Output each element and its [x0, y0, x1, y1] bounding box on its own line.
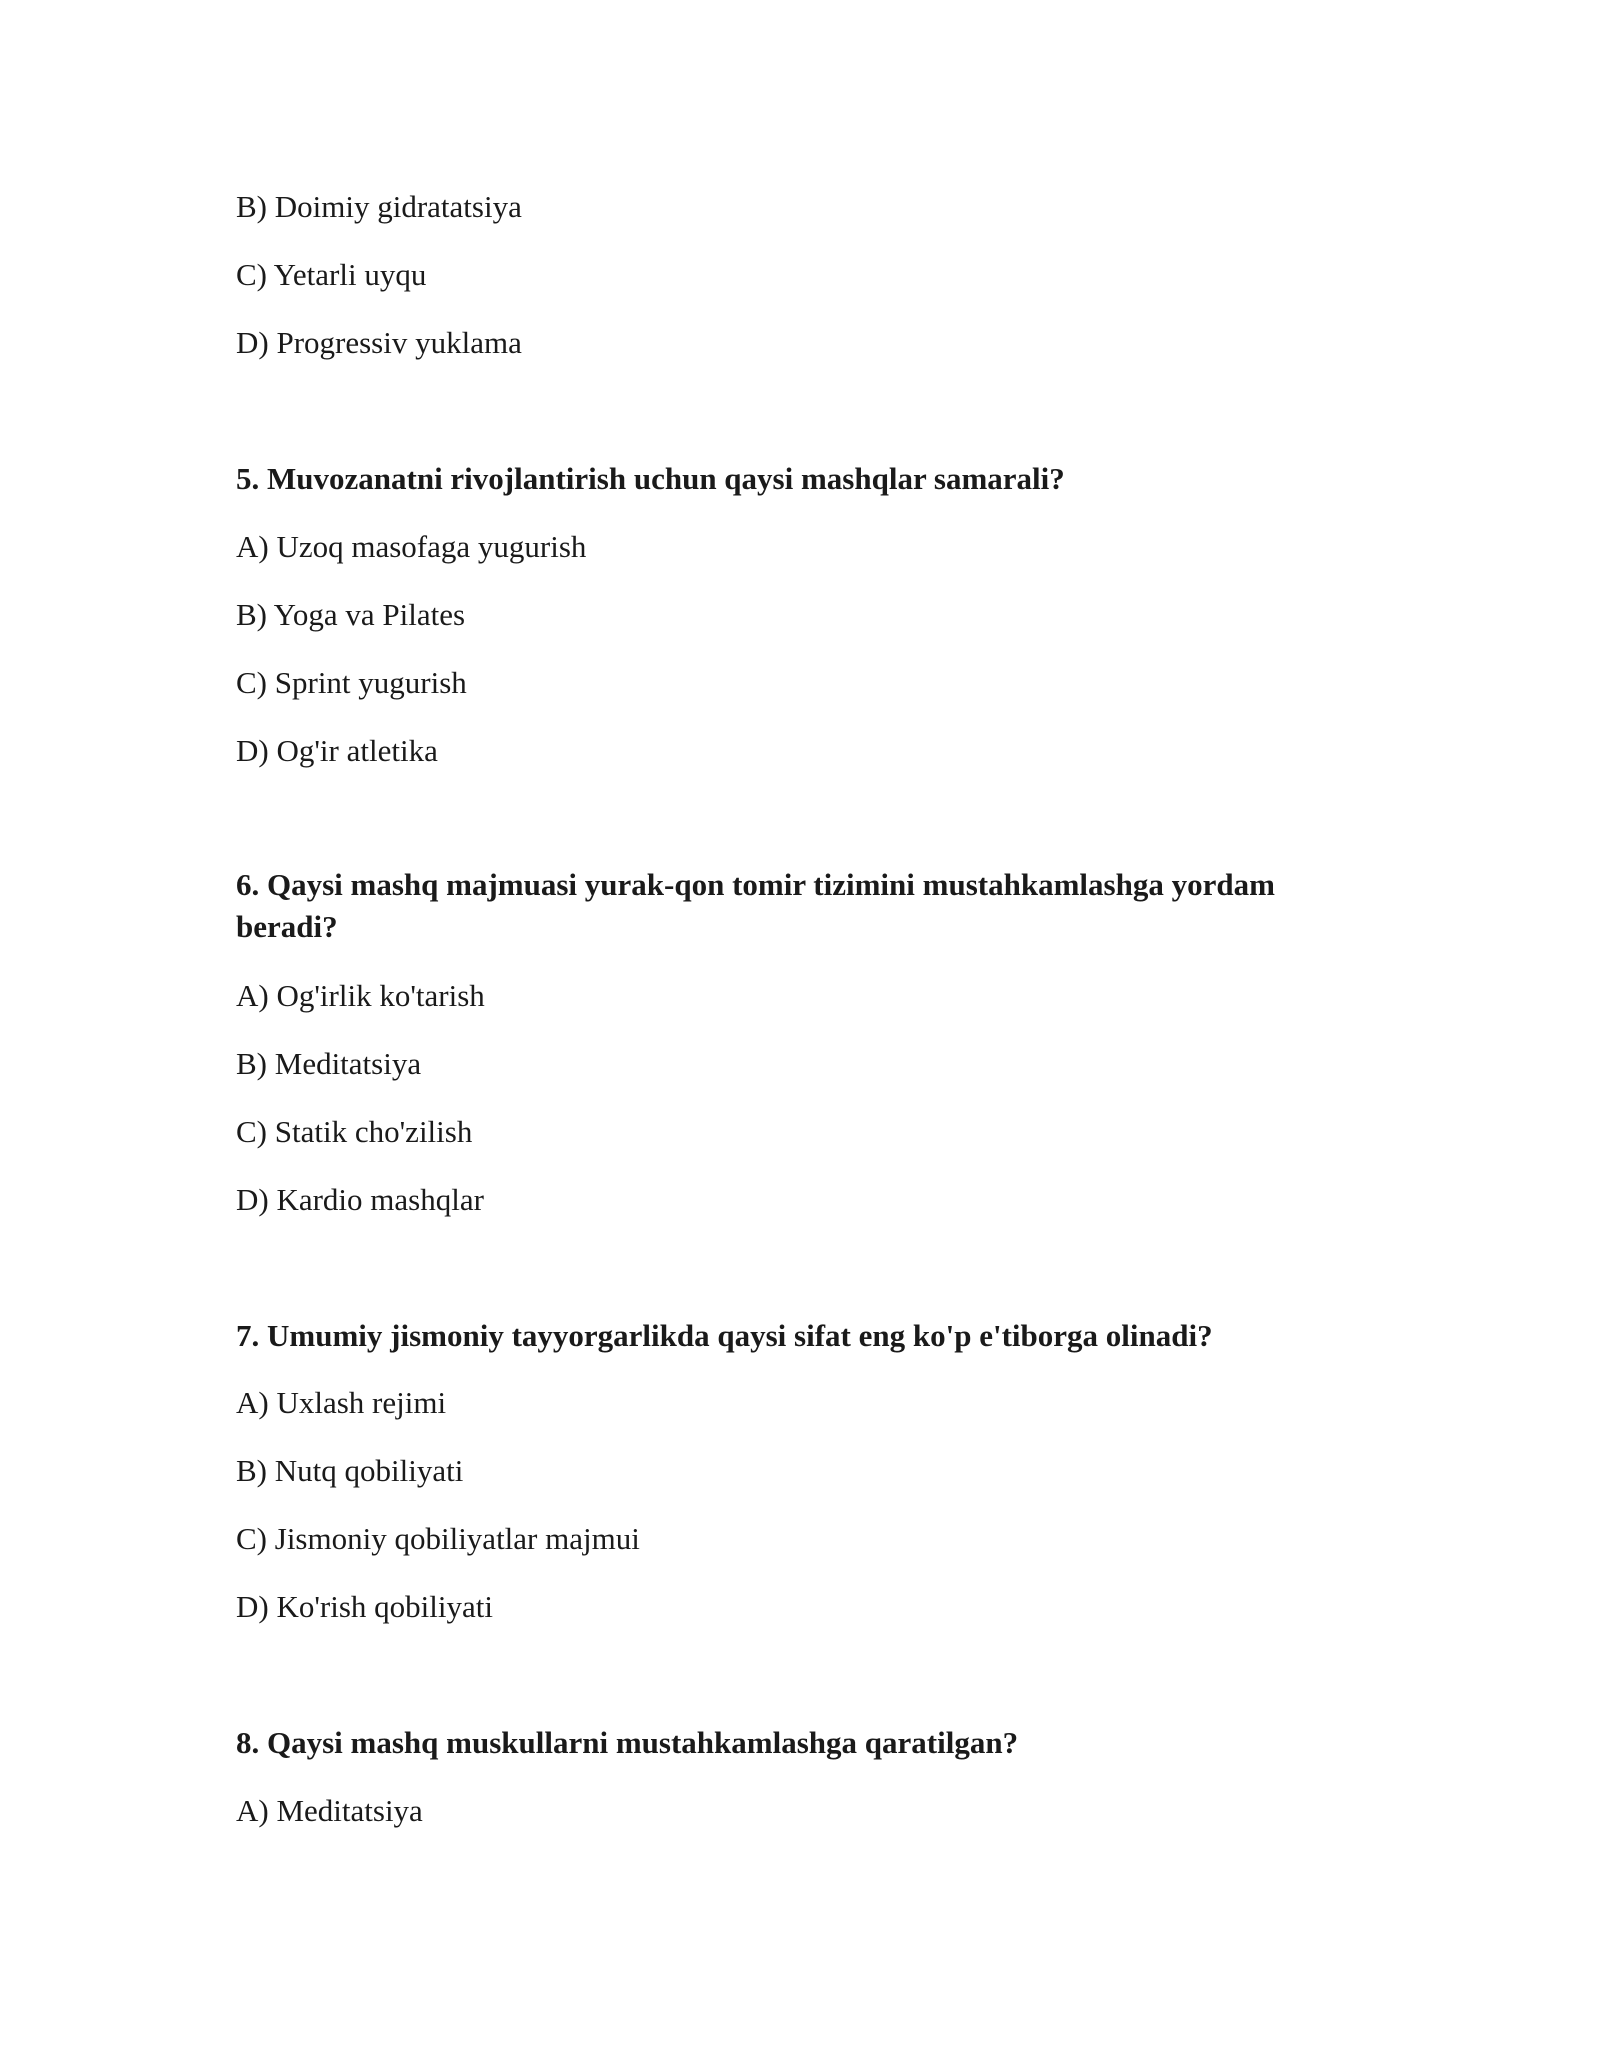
option-c: C) Jismoniy qobiliyatlar majmui [236, 1521, 640, 1556]
option-a: A) Uxlash rejimi [236, 1385, 447, 1420]
question-7: 7. Umumiy jismoniy tayyorgarlikda qaysi sifat eng ko'p e'tiborga olinadi? [236, 1318, 1213, 1353]
option-a: A) Meditatsiya [236, 1793, 423, 1828]
question-6: 6. Qaysi mashq majmuasi yurak-qon tomir tizimini mustahkamlashga yordam beradi? [236, 867, 1275, 944]
option-b: B) Nutq qobiliyati [236, 1453, 464, 1488]
option-b: B) Yoga va Pilates [236, 597, 466, 632]
option-c: C) Yetarli uyqu [236, 257, 427, 292]
question-5: 5. Muvozanatni rivojlantirish uchun qaysi mashqlar samarali? [236, 461, 1065, 496]
option-b: B) Meditatsiya [236, 1046, 422, 1081]
option-d: D) Kardio mashqlar [236, 1182, 484, 1217]
option-a: A) Og'irlik ko'tarish [236, 978, 485, 1013]
question-8: 8. Qaysi mashq muskullarni mustahkamlashga qaratilgan? [236, 1725, 1019, 1760]
option-d: D) Progressiv yuklama [236, 325, 522, 360]
option-c: C) Sprint yugurish [236, 665, 467, 700]
option-d: D) Ko'rish qobiliyati [236, 1589, 494, 1624]
option-d: D) Og'ir atletika [236, 733, 438, 768]
option-a: A) Uzoq masofaga yugurish [236, 529, 587, 564]
option-b: B) Doimiy gidratatsiya [236, 189, 522, 224]
option-c: C) Statik cho'zilish [236, 1114, 473, 1149]
